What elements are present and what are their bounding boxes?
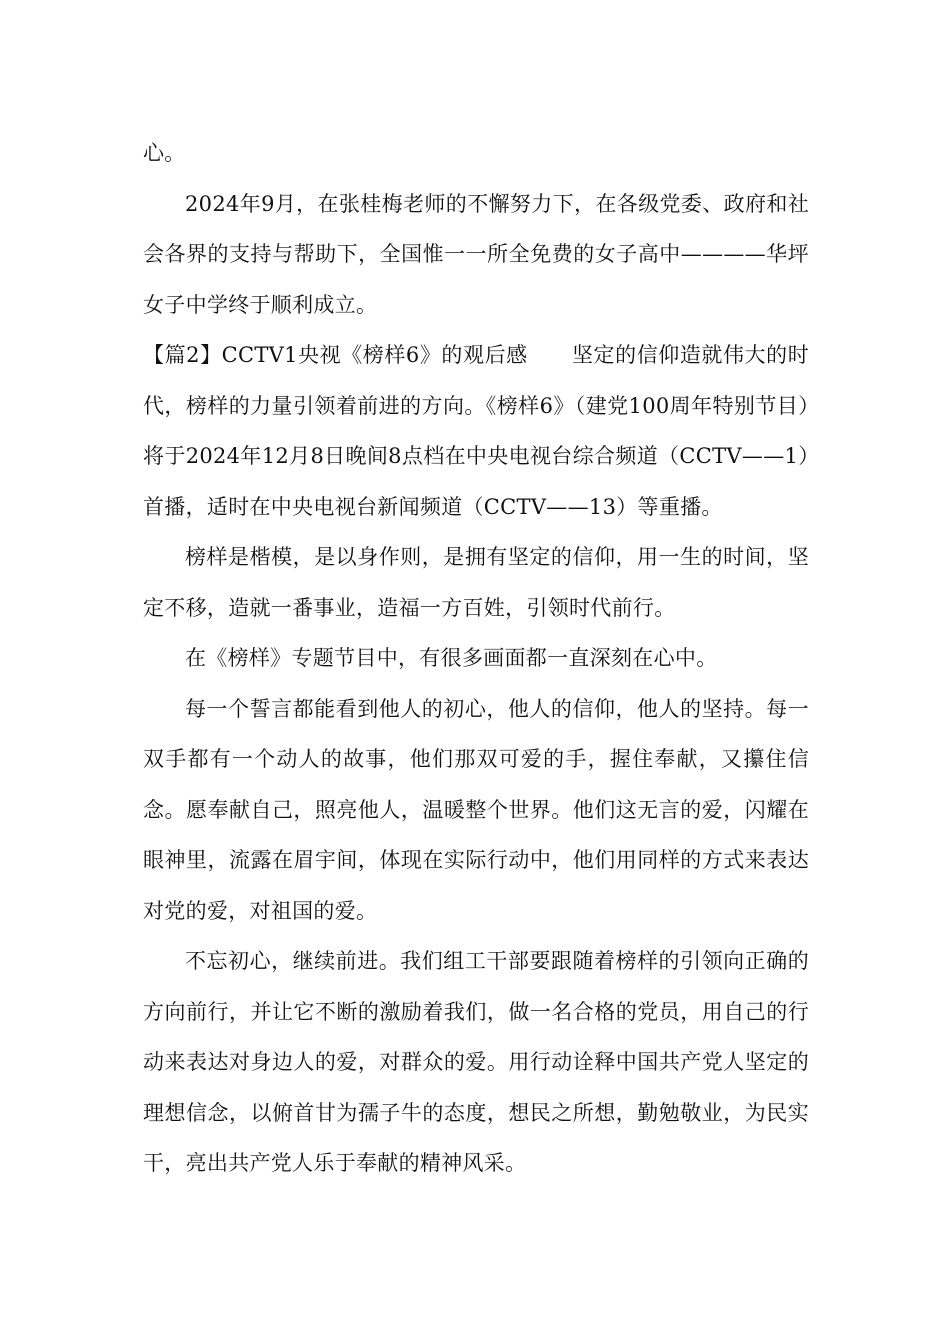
document-body [143,128,809,1189]
paragraph-school-founding: 2024年9月，在张桂梅老师的不懈努力下，在各级党委、政府和社会各界的支持与帮助下，全国惟一一所全免费的女子高中————华坪女子中学终于顺利成立。 [143,191,809,317]
paragraph-oath-and-hands: 每一个誓言都能看到他人的初心，他人的信仰，他人的坚持。每一双手都有一个动人的故事，他们那双可爱的手，握住奉献，又攥住信念。愿奉献自己，照亮他人，温暖整个世界。他们这无言的爱，闪耀在眼神里，流露在眉宇间，体现在实际行动中，他们用同样的方式来表达对党的爱，对祖国的爱。 [143,696,809,923]
section-heading: 【篇2】CCTV1央视《榜样6》的观后感 [143,343,528,367]
paragraph-continuation: 心。 [143,141,186,165]
paragraph-program-impression: 在《榜样》专题节目中，有很多画面都一直深刻在心中。 [185,646,718,670]
paragraph-never-forget: 不忘初心，继续前进。我们组工干部要跟随着榜样的引领向正确的方向前行，并让它不断的激励着我们，做一名合格的党员，用自己的行动来表达对身边人的爱，对群众的爱。用行动诠释中国共产党人坚定的理想信念，以俯首甘为孺子牛的态度，想民之所想，勤勉敬业，为民实干，亮出共产党人乐于奉献的精神风采。 [143,949,809,1175]
paragraph-role-model-definition: 榜样是楷模，是以身作则，是拥有坚定的信仰，用一生的时间，坚定不移，造就一番事业，造福一方百姓，引领时代前行。 [143,545,809,620]
section-intro-text: 坚定的信仰造就伟大的时代，榜样的力量引领着前进的方向。《榜样6》（建党100周年特别节目）将于2024年12月8日晚间8点档在中央电视台综合频道（CCTV——1）首播，适时在中央电视台新闻频道（CCTV——13）等重播。 [143,343,809,519]
paragraph-section-2 [143,330,809,532]
